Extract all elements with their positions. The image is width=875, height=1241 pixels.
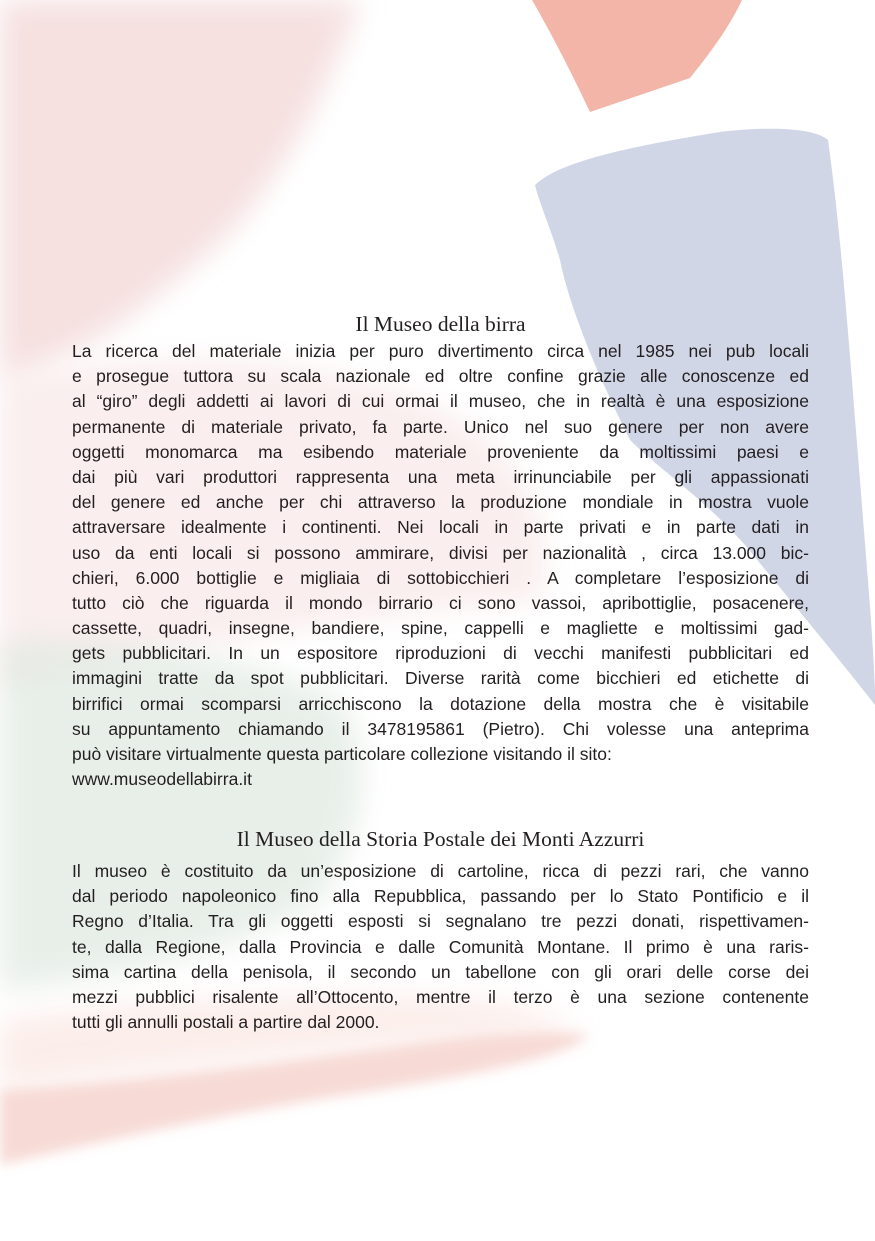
- text-line: al “giro” degli addetti ai lavori di cui ormai il museo, che in realtà è una esposizione: [72, 391, 809, 412]
- text-line: su appuntamento chiamando il 3478195861 (Pietro). Chi volesse una anteprima: [72, 718, 809, 739]
- text-line: attraversare idealmente i continenti. Nei locali in parte privati e in parte dati in: [72, 517, 809, 538]
- text-line: oggetti monomarca ma esibendo materiale proveniente da moltissimi paesi e: [72, 441, 809, 462]
- text-line: La ricerca del materiale inizia per puro divertimento circa nel 1985 nei pub locali: [72, 341, 809, 361]
- text-line: sima cartina della penisola, il secondo un tabellone con gli orari delle corse dei: [72, 961, 809, 982]
- text-line: cassette, quadri, insegne, bandiere, spine, cappelli e magliette e moltissimi gad-: [72, 618, 809, 639]
- salmon-shape: [532, 0, 742, 112]
- text-line: uso da enti locali si possono ammirare, divisi per nazionalità , circa 13.000 bic-: [72, 542, 809, 563]
- website-link[interactable]: www.museodellabirra.it: [72, 769, 252, 790]
- text-line: del genere ed anche per chi attraverso la produzione mondiale in mostra vuole: [72, 492, 809, 513]
- text-line: birrifici ormai scomparsi arricchiscono la dotazione della mostra che è visitabile: [72, 693, 809, 714]
- text-line: Il museo è costituito da un’esposizione di cartoline, ricca di pezzi rari, che vanno: [72, 861, 809, 881]
- section-title-museo-birra: Il Museo della birra: [355, 312, 526, 336]
- text-line: immagini tratte da spot pubblicitari. Diverse rarità come bicchieri ed etichette di: [72, 668, 809, 689]
- text-line: chieri, 6.000 bottiglie e migliaia di sottobicchieri . A completare l’esposizione di: [72, 567, 809, 588]
- text-line: Regno d’Italia. Tra gli oggetti esposti si segnalano tre pezzi donati, rispettivamen-: [72, 911, 809, 932]
- text-line: dal periodo napoleonico fino alla Repubblica, passando per lo Stato Pontificio e il: [72, 886, 809, 907]
- text-line: dai più vari produttori rappresenta una meta irrinunciabile per gli appassionati: [72, 466, 809, 487]
- text-line: mezzi pubblici risalente all’Ottocento, mentre il terzo è una sezione contenente: [72, 986, 809, 1007]
- section-title-museo-storia-postale: Il Museo della Storia Postale dei Monti Azzurri: [236, 827, 645, 851]
- text-line: può visitare virtualmente questa particolare collezione visitando il sito:: [72, 744, 612, 764]
- text-line: permanente di materiale privato, fa parte. Unico nel suo genere per non avere: [72, 416, 809, 437]
- text-line: te, dalla Regione, dalla Provincia e dalle Comunità Montane. Il primo è una raris-: [72, 936, 809, 957]
- text-line: gets pubblicitari. In un espositore riproduzioni di vecchi manifesti pubblicitari ed: [72, 643, 809, 664]
- text-line: tutto ciò che riguarda il mondo birrario ci sono vassoi, apribottiglie, posacenere,: [72, 592, 809, 613]
- section-body-museo-storia-postale: [72, 859, 809, 1035]
- text-line: e prosegue tuttora su scala nazionale ed oltre confine grazie alle conoscenze ed: [72, 366, 809, 387]
- text-line: tutti gli annulli postali a partire dal 2000.: [72, 1012, 380, 1033]
- section-body-museo-birra: [72, 339, 809, 792]
